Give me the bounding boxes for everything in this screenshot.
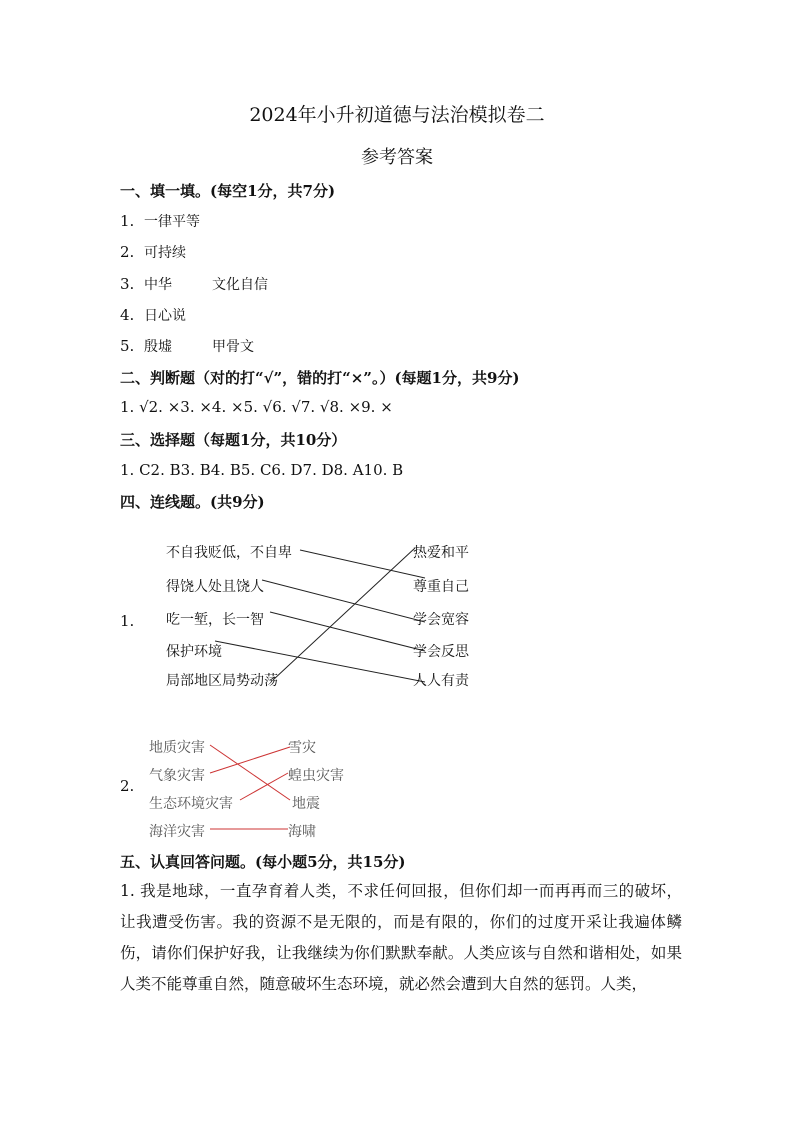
- match-q2-right-2: 蝗虫灾害: [288, 768, 344, 784]
- judge-answers: 1. √2. ×3. ×4. ×5. √6. √7. √8. ×9. ×: [120, 398, 393, 416]
- match-q1-left-5: 局部地区局势动荡: [166, 673, 278, 689]
- match-q2-left-1: 地质灾害: [149, 740, 205, 756]
- fill-answer: 一律平等: [144, 214, 200, 230]
- item-number: 1.: [120, 212, 135, 230]
- item-number: 2.: [120, 243, 135, 261]
- section-5-heading: 五、认真回答问题。(每小题5分，共15分): [120, 853, 406, 871]
- matching-lines-q2: [210, 745, 290, 829]
- section-2-heading: 二、判断题（对的打“√”，错的打“×”。）(每题1分，共9分): [120, 369, 520, 387]
- match-q1-right-3: 学会宽容: [413, 612, 469, 628]
- choice-answers: 1. C2. B3. B4. B5. C6. D7. D8. A10. B: [120, 461, 404, 479]
- match-q1-left-3: 吃一堑，长一智: [166, 612, 264, 628]
- section-3-heading: 三、选择题（每题1分，共10分）: [120, 431, 347, 449]
- answer-paragraph-1: 1. 我是地球，一直孕育着人类，不求任何回报，但你们却一而再再而三的破坏，让我遭受伤害。我的资源不是无限的，而是有限的，你们的过度开采让我遍体鳞伤，请你们保护好我，让我继续为你们默默奉献。人类应该与自然和谐相处，如果人类不能尊重自然，随意破坏生态环境，就必然会遭到大自然的惩罚。人类，: [120, 882, 682, 993]
- match-q2-number: 2.: [120, 777, 135, 795]
- section-4-heading: 四、连线题。(共9分): [120, 493, 265, 511]
- match-q2-right-4: 海啸: [288, 824, 316, 840]
- item-number: 3.: [120, 275, 135, 293]
- q1-line-1: [300, 550, 425, 578]
- match-q1-number: 1.: [120, 612, 135, 630]
- match-q2-right-1: 雪灾: [288, 740, 316, 756]
- q1-line-3: [270, 612, 425, 651]
- match-q2-left-3: 生态环境灾害: [149, 796, 233, 812]
- q2-line-1: [210, 745, 290, 800]
- fill-answer-2: 甲骨文: [212, 339, 254, 355]
- section-1-heading: 一、填一填。(每空1分，共7分): [120, 182, 336, 200]
- match-q1-right-4: 学会反思: [413, 644, 469, 660]
- item-number: 5.: [120, 337, 135, 355]
- item-number: 4.: [120, 306, 135, 324]
- page-subtitle: 参考答案: [361, 147, 433, 168]
- match-q2-left-2: 气象灾害: [149, 768, 205, 784]
- match-q1-right-5: 人人有责: [413, 673, 469, 689]
- fill-answer: 中华: [144, 277, 172, 293]
- match-q1-left-4: 保护环境: [166, 644, 222, 660]
- fill-answer: 殷墟: [144, 339, 172, 355]
- q2-line-2: [210, 747, 290, 773]
- page-title: 2024年小升初道德与法治模拟卷二: [249, 104, 545, 126]
- match-q1-left-2: 得饶人处且饶人: [166, 579, 264, 595]
- match-q2-left-4: 海洋灾害: [149, 824, 205, 840]
- q2-line-3: [240, 773, 288, 800]
- fill-answer-2: 文化自信: [212, 277, 268, 293]
- fill-answer: 日心说: [144, 308, 186, 324]
- match-q1-right-1: 热爱和平: [413, 545, 469, 561]
- fill-answer: 可持续: [144, 245, 186, 261]
- match-q1-left-1: 不自我贬低，不自卑: [166, 545, 292, 561]
- match-q2-right-3: 地震: [292, 796, 320, 812]
- match-q1-right-2: 尊重自己: [413, 579, 469, 595]
